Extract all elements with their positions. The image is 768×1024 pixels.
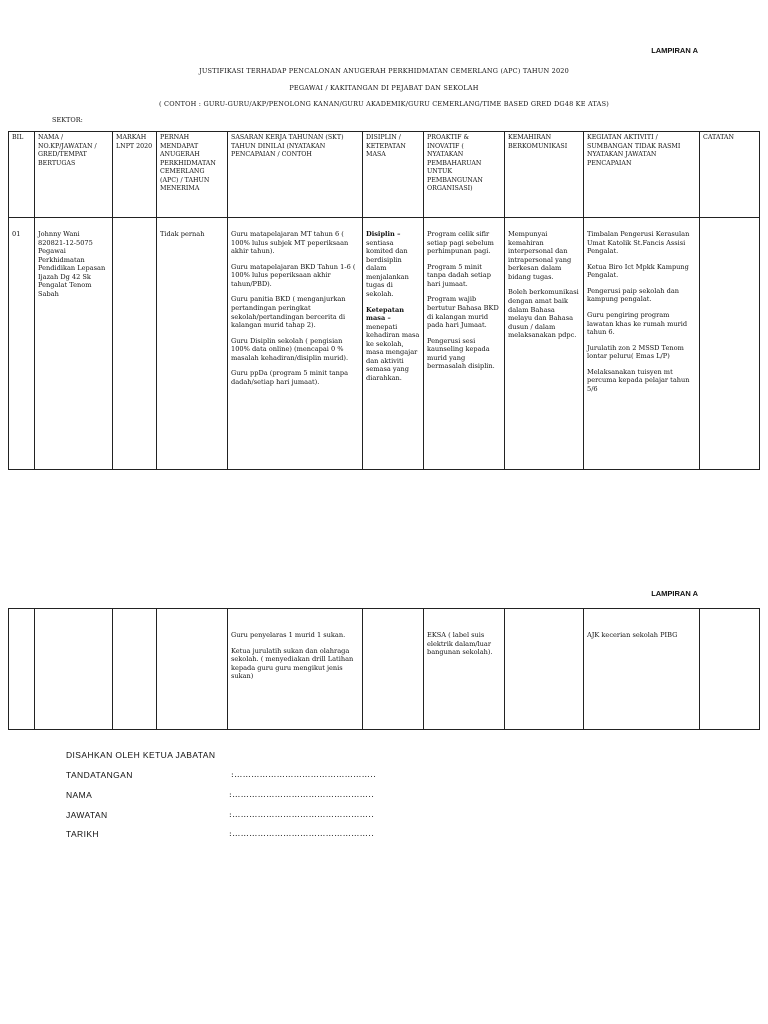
skt-item: Guru Disiplin sekolah ( pengisian 100% data online) (mencapai 0 % masalah kehadiran/disiplin murid). <box>231 336 349 362</box>
nama-label: NAMA <box>66 790 93 800</box>
header-markah: MARKAH LNPT 2020 <box>113 132 157 218</box>
signature-title: DISAHKAN OLEH KETUA JABATAN <box>66 750 216 760</box>
cell-pernah: Tidak pernah <box>157 218 228 470</box>
tandatangan-field[interactable]: :………………………………………….. <box>231 770 377 779</box>
header-bil: BIL <box>9 132 35 218</box>
skt-item: Guru ppDa (program 5 minit tanpa dadah/setiap hari jumaat). <box>231 369 349 386</box>
lampiran-label-page2: LAMPIRAN A <box>651 589 698 598</box>
cell-nama: Johnny Wani 820821-12-5075 Pegawai Perkhidmatan Pendidikan Lepasan Ijazah Dg 42 Sk Pengalat Tenom Sabah <box>35 218 113 470</box>
kegiatan-item: Melaksanakan tuisyen mt percuma kepada pelajar tahun 5/6 <box>587 367 690 393</box>
cell-catatan <box>700 609 760 730</box>
cell-bil <box>9 609 35 730</box>
cell-skt <box>228 218 363 470</box>
header-catatan: CATATAN <box>700 132 760 218</box>
kegiatan-item: Jurulatih zon 2 MSSD Tenom lontar peluru( Emas L/P) <box>587 343 684 361</box>
ketepatan-masa-title: Ketepatan masa – <box>366 305 405 323</box>
proaktif-item: Program wajib bertutur Bahasa BKD di kalangan murid pada hari Jumaat. <box>427 295 499 330</box>
header-nama: NAMA / NO.KP/JAWATAN / GRED/TEMPAT BERTUGAS <box>35 132 113 218</box>
header-kemahiran: KEMAHIRAN BERKOMUNIKASI <box>505 132 584 218</box>
table-row <box>9 609 760 730</box>
kegiatan-item: Ketua Biro Ict Mpkk Kampung Pengalat. <box>587 262 689 280</box>
tarikh-label: TARIKH <box>66 829 99 839</box>
tarikh-field[interactable]: :………………………………………….. <box>229 829 375 838</box>
jawatan-field[interactable]: :………………………………………….. <box>229 810 375 819</box>
skt-item: Guru matapelajaran MT tahun 6 ( 100% lulus subjek MT peperiksaan akhir tahun). <box>231 230 349 256</box>
kegiatan-item: Pengerusi paip sekolah dan kampung pengalat. <box>587 286 680 304</box>
proaktif-item: Pengerusi sesi kaunseling kepada murid yang bermasalah disiplin. <box>427 336 495 371</box>
nama-field[interactable]: :………………………………………….. <box>229 790 375 799</box>
cell-kemahiran <box>505 609 584 730</box>
skt-item: Guru panitia BKD ( menganjurkan pertandingan peringkat sekolah/pertandingan bercerita di kalangan murid tahap 2). <box>231 295 346 330</box>
cell-kegiatan <box>584 218 700 470</box>
kemahiran-item: Mempunyai kemahiran interpersonal dan intrapersonal yang berkesan dalam bidang tugas. <box>508 230 572 281</box>
sektor-label: SEKTOR: <box>52 116 83 124</box>
document-subtitle: PEGAWAI / KAKITANGAN DI PEJABAT DAN SEKOLAH <box>289 84 479 92</box>
header-pernah: PERNAH MENDAPAT ANUGERAH PERKHIDMATAN CEMERLANG (APC) / TAHUN MENERIMA <box>157 132 228 218</box>
cell-markah <box>113 218 157 470</box>
cell-disiplin <box>363 218 424 470</box>
tandatangan-label: TANDATANGAN <box>66 770 133 780</box>
proaktif-item: Program celik sifir setiap pagi sebelum perhimpunan pagi. <box>427 230 494 256</box>
kemahiran-item: Boleh berkomunikasi dengan amat baik dalam Bahasa melayu dan Bahasa dusun / dalam melaksanakan pdpc. <box>508 288 579 340</box>
kegiatan-item: Guru pengiring program lawatan khas ke rumah murid tahun 6. <box>587 310 688 337</box>
header-skt: SASARAN KERJA TAHUNAN (SKT) TAHUN DINILAI (NYATAKAN PENCAPAIAN / CONTOH <box>228 132 363 218</box>
disiplin-text: sentiasa komited dan berdisiplin dalam menjalankan tugas di sekolah. <box>366 238 409 298</box>
skt-item: Guru matapelajaran BKD Tahun 1-6 ( 100% lulus peperiksaan akhir tahun/PBD). <box>231 262 356 288</box>
header-kegiatan: KEGIATAN AKTIVITI / SUMBANGAN TIDAK RASMI NYATAKAN JAWATAN PENCAPAIAN <box>584 132 700 218</box>
justification-table <box>8 131 760 470</box>
disiplin-title: Disiplin – <box>366 230 401 238</box>
proaktif-item: Program 5 minit tanpa dadah setiap hari jumaat. <box>427 262 491 288</box>
jawatan-label: JAWATAN <box>66 810 108 820</box>
header-proaktif: PROAKTIF & INOVATIF ( NYATAKAN PEMBAHARUAN UNTUK PEMBANGUNAN ORGANISASI) <box>424 132 505 218</box>
cell-kegiatan: AJK kecerian sekolah PIBG <box>584 609 700 730</box>
cell-disiplin <box>363 609 424 730</box>
cell-markah <box>113 609 157 730</box>
cell-proaktif: EKSA ( label suis elektrik dalam/luar bangunan sekolah). <box>424 609 505 730</box>
cell-catatan <box>700 218 760 470</box>
cell-kemahiran <box>505 218 584 470</box>
cell-pernah <box>157 609 228 730</box>
cell-skt <box>228 609 363 730</box>
table-row <box>9 218 760 470</box>
cell-bil: 01 <box>9 218 35 470</box>
document-title: JUSTIFIKASI TERHADAP PENCALONAN ANUGERAH PERKHIDMATAN CEMERLANG (APC) TAHUN 2020 <box>199 67 569 75</box>
table-header-row <box>9 132 760 218</box>
cell-proaktif <box>424 218 505 470</box>
lampiran-label: LAMPIRAN A <box>651 46 698 55</box>
skt-item: Ketua jurulatih sukan dan olahraga sekolah. ( menyediakan drill Latihan kepada guru guru mengikut jenis sukan) <box>231 646 354 681</box>
header-disiplin: DISIPLIN / KETEPATAN MASA <box>363 132 424 218</box>
document-example-note: ( CONTOH : GURU-GURU/AKP/PENOLONG KANAN/GURU AKADEMIK/GURU CEMERLANG/TIME BASED GRED DG48 KE ATAS) <box>159 100 609 108</box>
cell-nama <box>35 609 113 730</box>
skt-item: Guru penyelaras 1 murid 1 sukan. <box>231 631 346 639</box>
ketepatan-masa-text: menepati kehadiran masa ke sekolah, masa mengajar dan aktiviti semasa yang diarahkan. <box>366 322 420 382</box>
kegiatan-item: Timbalan Pengerusi Kerasulan Umat Katolik St.Fancis Assisi Pengalat. <box>587 230 690 256</box>
continuation-table <box>8 608 760 730</box>
